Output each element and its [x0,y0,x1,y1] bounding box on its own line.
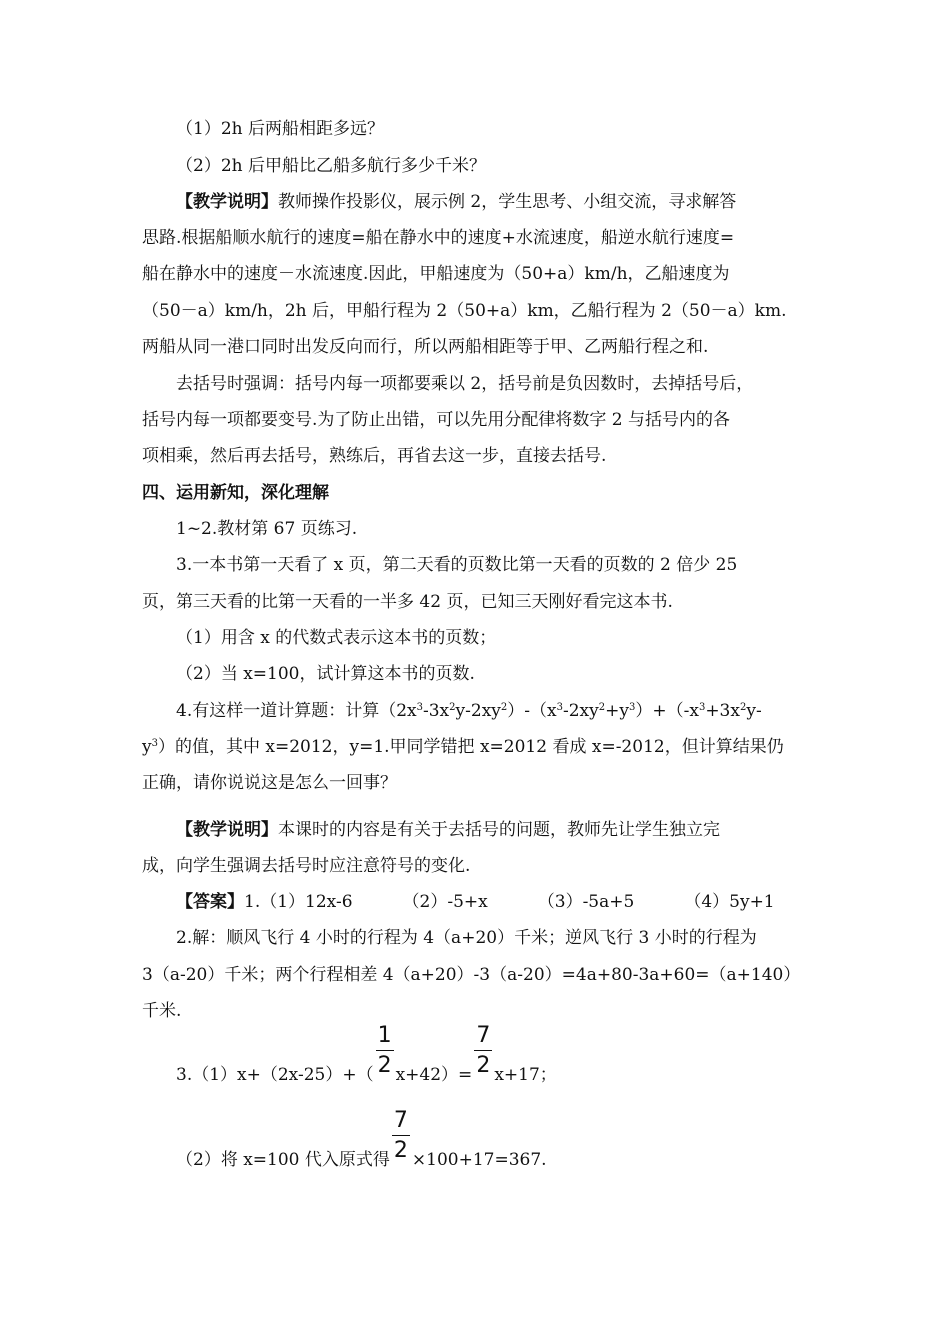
superscript: 3 [556,702,563,713]
math-text: 4.有这样一道计算题：计算（2x [176,701,417,721]
superscript: 3 [628,702,636,713]
answer-2-line: 2.解：顺风飞行 4 小时的行程为 4（a+20）千米；逆风飞行 3 小时的行程为 [176,928,757,948]
math-text: ）的值，其中 x=2012，y=1.甲同学错把 x=2012 看成 x=-2012，但计算结果仍 [157,737,784,757]
fraction-one-half [374,1023,396,1080]
exercise-1-2: 1~2.教材第 67 页练习. [176,519,358,539]
fraction-denominator: 2 [377,1053,392,1078]
math-text: y- [746,701,762,721]
exercise-4-line [176,693,844,729]
teaching-note-line [176,184,844,220]
exercise-3-part-1: （1）用含 x 的代数式表示这本书的页数； [176,628,497,648]
paragraph-line: 项相乘，然后再去括号，熟练后，再省去这一步，直接去括号. [142,446,607,466]
math-text: ×100+17=367. [411,1150,547,1170]
paragraph-line: 页，第三天看的比第一天看的一半多 42 页，已知三天刚好看完这本书. [142,592,673,612]
superscript: 2 [598,702,606,713]
paragraph-line: （50－a）km/h，2h 后，甲船行程为 2（50+a）km，乙船行程为 2（50－a）km. [142,301,787,321]
superscript: 3 [698,702,706,713]
math-text: -2xy [562,701,599,721]
paragraph-line: 3（a-20）千米；两个行程相差 4（a+20）-3（a-20）=4a+80-3a+60=（a+140） [142,965,801,985]
math-text: 3.（1）x+（2x-25）+（ [176,1065,374,1085]
answer-tag: 【答案】 [176,892,244,912]
answer-3-part-2 [176,1108,844,1178]
teaching-note-tag: 【教学说明】 [176,820,278,840]
paragraph-line: 千米. [142,1001,182,1021]
fraction-bar [392,1135,410,1136]
paragraph-line: 去括号时强调：括号内每一项都要乘以 2，括号前是负因数时，去掉括号后， [176,374,754,394]
superscript: 2 [449,702,456,713]
math-text: ）-（x [507,701,557,721]
math-text: y-2xy [455,701,501,721]
answer-3-part-1 [176,1023,844,1093]
fraction-seven-halves [390,1108,412,1165]
exercise-3-part-2: （2）当 x=100，试计算这本书的页数. [176,664,475,684]
paragraph-line: 成，向学生强调去括号时应注意符号的变化. [142,856,471,876]
exercise-3: 3.一本书第一天看了 x 页，第二天看的页数比第一天看的页数的 2 倍少 25 [176,555,738,575]
answer-1-1: 1.（1）12x-6 [244,892,353,912]
fraction-bar [376,1050,394,1051]
math-text: +3x [705,701,740,721]
fraction-numerator: 1 [377,1023,392,1048]
fraction-seven-halves [472,1023,494,1080]
answer-1-3: （3）-5a+5 [537,892,635,912]
paragraph-line: 船在静水中的速度－水流速度.因此，甲船速度为（50+a）km/h，乙船速度为 [142,264,730,284]
fraction-denominator: 2 [393,1138,408,1163]
math-text: ）+（-x [635,701,699,721]
superscript: 2 [739,702,747,713]
answer-1-2: （2）-5+x [402,892,488,912]
teaching-note-line [176,812,844,848]
question-1: （1）2h 后两船相距多远？ [176,119,384,139]
math-text: +y [605,701,629,721]
answer-line [176,884,844,920]
math-text: x+42）= [395,1065,473,1085]
paragraph-line: 思路.根据船顺水航行的速度=船在静水中的速度+水流速度，船逆水航行速度= [142,228,735,248]
fraction-numerator: 7 [476,1023,491,1048]
fraction-numerator: 7 [393,1108,408,1133]
fraction-denominator: 2 [476,1053,491,1078]
paragraph-line: 两船从同一港口同时出发反向而行，所以两船相距等于甲、乙两船行程之和. [142,337,709,357]
paragraph-line: 正确，请你说说这是怎么一回事？ [142,773,397,793]
math-text: -3x [423,701,450,721]
teaching-note-text: 教师操作投影仪，展示例 2，学生思考、小组交流，寻求解答 [278,192,737,212]
teaching-note-tag: 【教学说明】 [176,192,278,212]
math-text: y [142,737,152,757]
superscript: 3 [151,738,158,749]
superscript: 3 [416,702,423,713]
superscript: 2 [500,702,508,713]
paragraph-line: 括号内每一项都要变号.为了防止出错，可以先用分配律将数字 2 与括号内的各 [142,410,731,430]
math-text: （2）将 x=100 代入原式得 [176,1150,390,1170]
math-text: x+17； [494,1065,557,1085]
exercise-4-line [142,729,810,765]
question-2: （2）2h 后甲船比乙船多航行多少千米？ [176,156,486,176]
fraction-bar [474,1050,492,1051]
answer-1-4: （4）5y+1 [684,892,775,912]
section-heading: 四、运用新知，深化理解 [142,483,329,503]
teaching-note-text: 本课时的内容是有关于去括号的问题，教师先让学生独立完 [278,820,720,840]
